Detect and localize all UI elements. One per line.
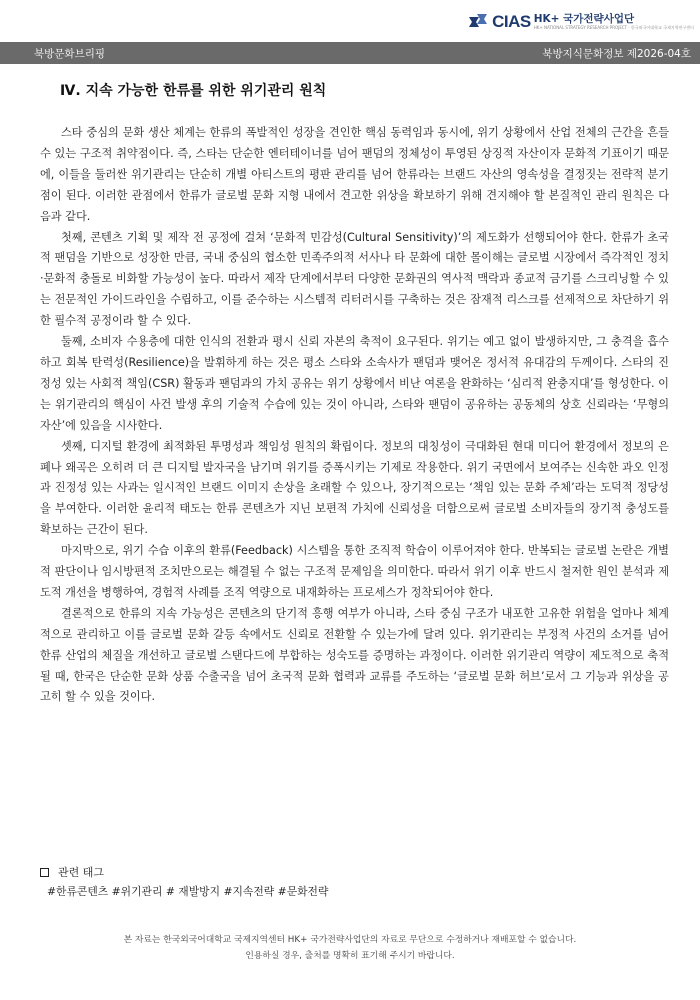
paragraph: 결론적으로 한류의 지속 가능성은 콘텐츠의 단기적 흥행 여부가 아니라, 스타 중심 구조가 내포한 고유한 위험을 얼마나 체계적으로 관리하고 이를 글로벌 문화 갈등 속에서도 신뢰로 전환할 수 있는가에 달려 있다. 위기관리는 부정적 사건의 소거를 넘어 한류 산업의 체질을 개선하고 글로벌 스탠다드에 부합하는 성숙도를 증명하는 과정이다. 이러한 위기관리 역량이 제도적으로 축적될 때, 한국은 단순한 문화 상품 수출국을 넘어 초국적 문화 협력과 교류를 주도하는 ‘글로벌 문화 허브’로서 그 기능과 위상을 공고히 할 수 있을 것이다.: [40, 606, 669, 704]
org-name: HK+ 국가전략사업단: [533, 13, 635, 25]
org-logo: [466, 10, 694, 34]
tags-list: #한류콘텐츠 #위기관리 # 재발방지 #지속전략 #문화전략: [47, 885, 329, 898]
paragraph: 마지막으로, 위기 수습 이후의 환류(Feedback) 시스템을 통한 조직적 학습이 이루어져야 한다. 반복되는 글로벌 논란은 개별적 판단이나 임시방편적 조치만으로는 해결될 수 없는 구조적 문제임을 의미한다. 따라서 위기 이후 반드시 철저한 원인 분석과 제도적 개선을 병행하여, 경험적 사례를 조직 역량으로 내재화하는 프로세스가 정착되어야 한다.: [40, 544, 670, 599]
paragraph: 둘째, 소비자 수용층에 대한 인식의 전환과 평시 신뢰 자본의 축적이 요구된다. 위기는 예고 없이 발생하지만, 그 충격을 흡수하고 회복 탄력성(Resilience)을 발휘하게 하는 것은 평소 스타와 소속사가 팬덤과 맺어온 정서적 유대감의 두께이다. 스타의 진정성 있는 사회적 책임(CSR) 활동과 팬덤과의 가치 공유는 위기 상황에서 비난 여론을 완화하는 ‘심리적 완충지대’를 형성한다. 이는 위기관리의 핵심이 사건 발생 후의 기술적 수습에 있는 것이 아니라, 스타와 팬덤이 공유하는 공동체의 상호 신뢰라는 ‘무형의 자산’에 있음을 시사한다.: [40, 335, 669, 432]
copyright-line-2: 인용하실 경우, 출처를 명확히 표기해 주시기 바랍니다.: [245, 951, 455, 961]
tags-heading-label: 관련 태그: [58, 866, 105, 879]
checkbox-square-icon: [40, 868, 49, 877]
copyright-notice: [0, 932, 700, 964]
tags-heading: [40, 864, 104, 880]
section-title: Ⅳ. 지속 가능한 한류를 위한 위기관리 원칙: [60, 83, 327, 99]
logo-mark-icon: [466, 10, 490, 34]
org-subtitle: HK+ NATIONAL STRATEGY RESEARCH PROJECT · 한국외국어대학교 국제지역연구센터: [533, 25, 694, 30]
paragraph: 첫째, 콘텐츠 기획 및 제작 전 공정에 걸쳐 ‘문화적 민감성(Cultural Sensitivity)’의 제도화가 선행되어야 한다. 한류가 초국적 팬덤을 기반으로 성장한 만큼, 국내 중심의 협소한 민족주의적 서사나 타 문화에 대한 몰이해는 글로벌 시장에서 즉각적인 정치·문화적 충돌로 비화할 가능성이 높다. 따라서 제작 단계에서부터 다양한 문화권의 역사적 맥락과 종교적 금기를 스크리닝할 수 있는 전문적인 가이드라인을 수립하고, 이를 준수하는 시스템적 리터러시를 구축하는 것은 잠재적 리스크를 선제적으로 차단하기 위한 필수적 공정이라 할 수 있다.: [40, 230, 670, 328]
header-band: [0, 42, 700, 64]
briefing-label: 북방문화브리핑: [34, 47, 106, 60]
logo-text-column: [534, 13, 694, 31]
article-body: [40, 123, 669, 708]
paragraph: 셋째, 디지털 환경에 최적화된 투명성과 책임성 원칙의 확립이다. 정보의 대칭성이 극대화된 현대 미디어 환경에서 정보의 은폐나 왜곡은 오히려 더 큰 디지털 발자국을 남기며 위기를 증폭시키는 기제로 작용한다. 위기 국면에서 보여주는 신속한 과오 인정과 진정성 있는 사과는 일시적인 브랜드 이미지 손상을 초래할 수 있으나, 장기적으로는 ‘책임 있는 문화 주체’라는 도덕적 정당성을 부여한다. 이러한 윤리적 태도는 한류 콘텐츠가 지닌 보편적 가치에 신뢰성을 더함으로써 글로벌 소비자들의 장기적 충성도를 확보하는 근간이 된다.: [40, 439, 669, 537]
copyright-line-1: 본 자료는 한국외국어대학교 국제지역센터 HK+ 국가전략사업단의 자료로 무단으로 수정하거나 재배포할 수 없습니다.: [123, 935, 577, 945]
logo-text: CIAS: [492, 12, 531, 31]
paragraph: 스타 중심의 문화 생산 체계는 한류의 폭발적인 성장을 견인한 핵심 동력임과 동시에, 위기 상황에서 산업 전체의 근간을 흔들 수 있는 구조적 취약점이다. 즉, 스타는 단순한 엔터테이너를 넘어 팬덤의 정체성이 투영된 상징적 자산이자 문화적 기표이기 때문에, 이들을 둘러싼 위기관리는 단순히 개별 아티스트의 평판 관리를 넘어 한류라는 브랜드 자산의 영속성을 결정짓는 전략적 분기점이 된다. 이러한 관점에서 한류가 글로벌 문화 지형 내에서 견고한 위상을 확보하기 위해 견지해야 할 본질적인 관리 원칙은 다음과 같다.: [40, 126, 669, 223]
issue-number: 북방지식문화정보 제2026-04호: [542, 47, 691, 60]
